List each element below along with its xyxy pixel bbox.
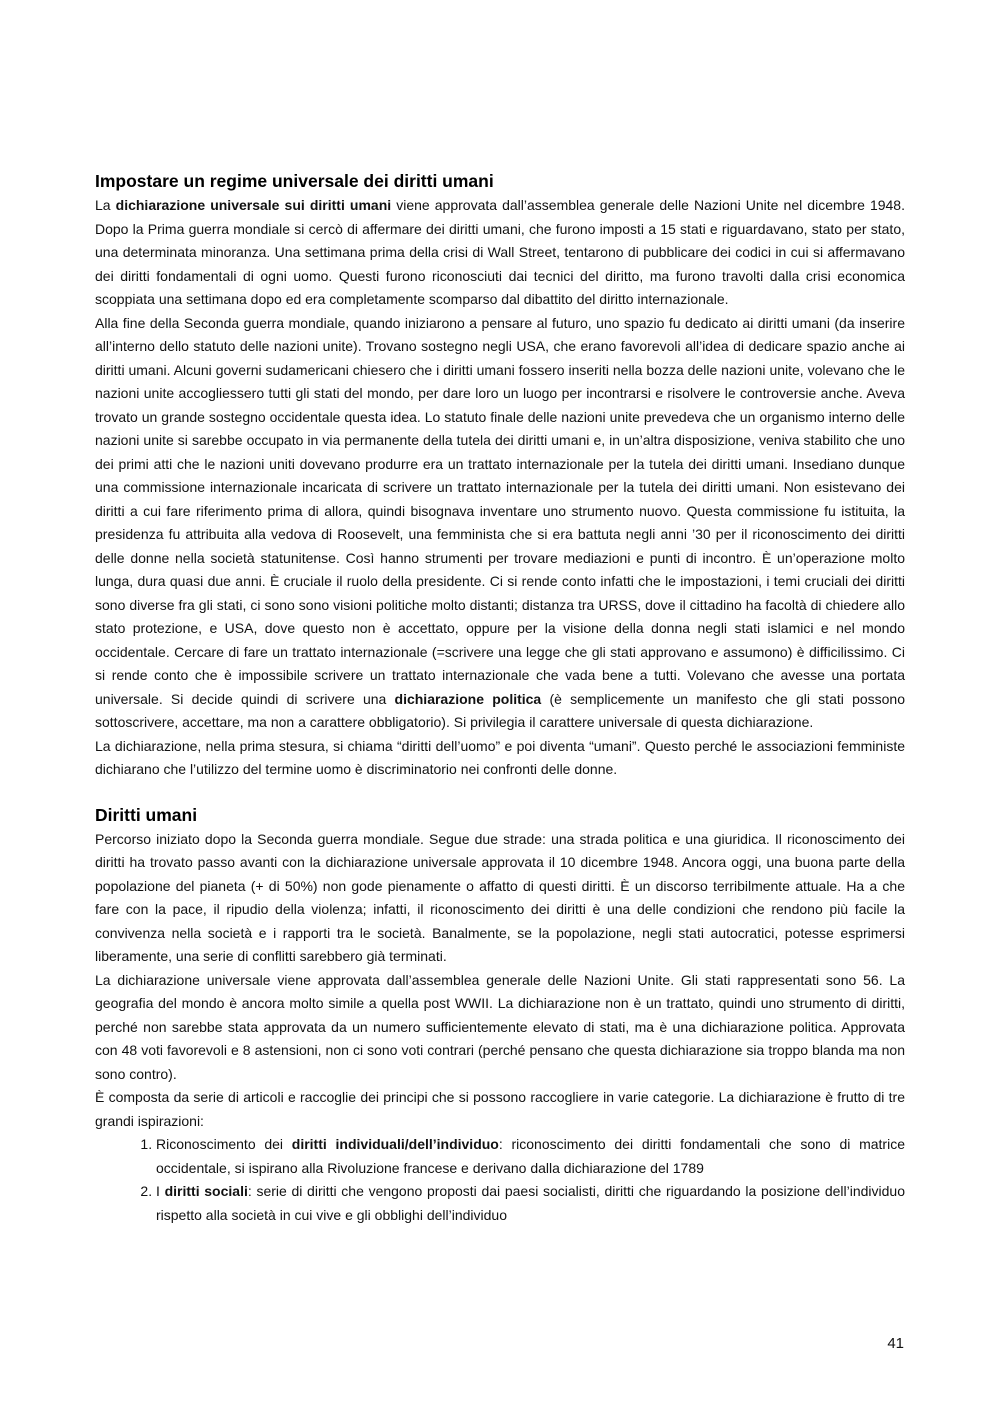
bold-term: diritti individuali/dell’individuo <box>291 1136 499 1152</box>
paragraph: La dichiarazione universale sui diritti umani viene approvata dall’assemblea generale delle Nazioni Unite nel dicembre 1948. Dopo la Prima guerra mondiale si cercò di affermare dei diritti umani, che furono imposti a 15 stati e riguardavano, stato per stato, una determinata minoranza. Una settimana prima della crisi di Wall Street, tentarono di pubblicare dei codici in cui si affermavano dei diritti fondamentali di ogni uomo. Questi furono riconosciuti dai tecnici del diritto, ma furono travolti dalla crisi economica scoppiata una settimana dopo ed era completamente scomparso dal dibattito del diritto internazionale. <box>95 197 905 307</box>
paragraph: Alla fine della Seconda guerra mondiale, quando iniziarono a pensare al futuro, uno spazio fu dedicato ai diritti umani (da inserire all’interno dello statuto delle nazioni unite). Trovano sostegno negli USA, che erano favorevoli all’idea di dedicare spazio anche ai diritti umani. Alcuni governi sudamericani chiesero che i diritti umani fossero inseriti nella bozza delle nazioni unite, volevano che le nazioni unite accogliessero tutti gli stati del mondo, per dare loro un luogo per incontrarsi e risolvere le controversie anche. Aveva trovato un grande sostegno occidentale questa idea. Lo statuto finale delle nazioni unite prevedeva che un organismo interno delle nazioni unite si sarebbe occupato in via permanente della tutela dei diritti umani e, in un’altra disposizione, veniva stabilito che uno dei primi atti che le nazioni uniti dovevano produrre era un trattato internazionale per la tutela dei diritti umani. Insediano dunque una commissione internazionale incaricata di scrivere un trattato internazionale per la tutela dei diritti umani. Non esistevano dei diritti a cui fare riferimento prima di allora, quindi bisognava inventare uno strumento nuovo. Questa commissione fu istituita, la presidenza fu attribuita alla vedova di Roosevelt, una femminista che si era battuta negli anni ’30 per il riconoscimento dei diritti delle donne nella società statunitense. Così hanno strumenti per trovare mediazioni e punti di incontro. È un’operazione molto lunga, dura quasi due anni. È cruciale il ruolo della presidente. Ci si rende conto infatti che le impostazioni, i temi cruciali dei diritti sono diverse fra gli stati, ci sono sono visioni politiche molto distanti; distanza tra URSS, dove il cittadino ha facoltà di chiedere allo stato protezione, e USA, dove questo non è accettato, oppure per la visione della donna negli stati islamici e nel mondo occidentale. Cercare di fare un trattato internazionale (=scrivere una legge che gli stati approvano e assumono) è difficilissimo. Ci si rende conto che è impossibile scrivere un trattato internazionale che vada bene a tutti. Volevano che avesse una portata universale. Si decide quindi di scrivere una dichiarazione politica (è semplicemente un manifesto che gli stati possono sottoscrivere, accettare, ma non a carattere obbligatorio). Si privilegia il carattere universale di questa dichiarazione. <box>95 314 905 730</box>
paragraph: La dichiarazione, nella prima stesura, si chiama “diritti dell’uomo” e poi diventa “umani”. Questo perché le associazioni femministe dichiarano che l’utilizzo del termine uomo è discriminatorio nei confronti delle donne. <box>95 737 905 777</box>
section-diritti-umani <box>95 802 905 1228</box>
paragraph: Percorso iniziato dopo la Seconda guerra mondiale. Segue due strade: una strada politica e una giuridica. Il riconoscimento dei diritti ha trovato passo avanti con la dichiarazione universale approvata il 10 dicembre 1948. Ancora oggi, una buona parte della popolazione del pianeta (+ di 50%) non gode pienamente o affatto di questi diritti. È un discorso terribilmente attuale. Ha a che fare con la pace, il ripudio della violenza; infatti, il riconoscimento dei diritti è una delle condizioni che rendono più facile la convivenza nella società e i rapporti tra le società. Banalmente, se la popolazione, negli stati autocratici, potesse esprimersi liberamente, una serie di conflitti sarebbero già terminati. <box>95 830 905 964</box>
list-item: 2. I diritti sociali: serie di diritti che vengono proposti dai paesi socialisti, diritti che riguardando la posizione dell’individuo rispetto alla società in cui vive e gli obblighi dell’individuo <box>156 1180 905 1227</box>
bold-term: diritti sociali <box>164 1183 248 1199</box>
paragraph: La dichiarazione universale viene approvata dall’assemblea generale delle Nazioni Unite. Gli stati rappresentati sono 56. La geografia del mondo è ancora molto simile a quella post WWII. La dichiarazione non è un trattato, quindi uno strumento di diritti, perché non sarebbe stata approvata da un numero sufficientemente elevato di stati, ma è una dichiarazione politica. Approvata con 48 voti favorevoli e 8 astensioni, non ci sono voti contrari (perché pensano che questa dichiarazione sia troppo blanda ma non sono contro). <box>95 971 905 1082</box>
paragraph: È composta da serie di articoli e raccoglie dei principi che si possono raccogliere in varie categorie. La dichiarazione è frutto di tre grandi ispirazioni: <box>95 1089 905 1129</box>
numbered-list <box>95 1133 905 1227</box>
list-item: 1. Riconoscimento dei diritti individuali/dell’individuo: riconoscimento dei diritti fondamentali che sono di matrice occidentale, si ispirano alla Rivoluzione francese e derivano dalla dichiarazione del 1789 <box>156 1133 905 1180</box>
bold-term: dichiarazione universale sui diritti umani <box>115 197 392 213</box>
section-heading: Impostare un regime universale dei diritti umani <box>95 171 494 191</box>
section-regime-universale <box>95 168 905 782</box>
bold-term: dichiarazione politica <box>394 690 542 707</box>
document-body <box>95 168 905 1227</box>
page-number: 41 <box>887 1335 904 1352</box>
section-heading: Diritti umani <box>95 804 198 825</box>
